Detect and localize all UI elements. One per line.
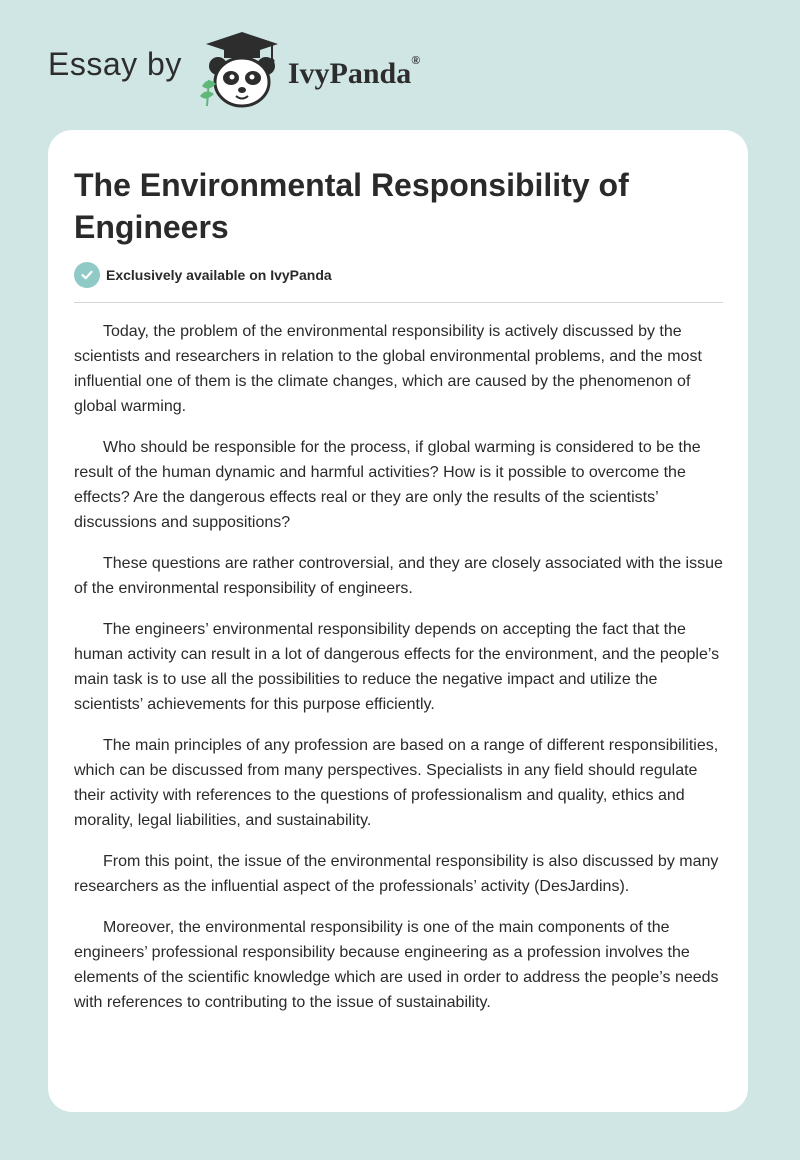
paragraph: The main principles of any profession are based on a range of different responsibilities, which can be discussed from many perspectives. Specialists in any field should regulate their activity with references to the questions of professionalism and quality, ethics and morality, legal liabilities, and sustainability. [74, 737, 719, 829]
essay-body [74, 319, 726, 1031]
ivypanda-brand[interactable] [48, 30, 420, 110]
paragraph: These questions are rather controversial, and they are closely associated with the issue of the environmental responsibility of engineers. [74, 555, 723, 597]
brand-name-text: IvyPanda [287, 57, 412, 90]
page-title: The Environmental Responsibility of Engineers [74, 167, 629, 245]
brand-name [287, 53, 421, 91]
exclusive-label: Exclusively available on IvyPanda [106, 267, 332, 283]
divider [74, 302, 723, 303]
paragraph: Who should be responsible for the process, if global warming is considered to be the result of the human dynamic and harmful activities? How is it possible to overcome the effects? Are the dangerous effects real or they are only the results of the scientists’ discussions and suppositions? [74, 439, 701, 531]
paragraph: From this point, the issue of the environmental responsibility is also discussed by many researchers as the influential aspect of the professionals’ activity (DesJardins). [74, 853, 719, 895]
essay-card [48, 130, 748, 1112]
paragraph: The engineers’ environmental responsibility depends on accepting the fact that the human activity can result in a lot of dangerous effects for the environment, and the people’s main task is to use all the possibilities to reduce the negative impact and utilize the scientists’ achievements for this purpose efficiently. [74, 621, 720, 713]
paragraph: Moreover, the environmental responsibility is one of the main components of the engineers’ professional responsibility because engineering as a profession involves the elements of the scientific knowledge which are used in order to address the people’s needs with references to contributing to the issue of sustainability. [74, 919, 719, 1011]
panda-graduate-icon [196, 30, 286, 110]
registered-mark: ® [411, 53, 421, 67]
check-icon [74, 262, 100, 288]
paragraph: Today, the problem of the environmental responsibility is actively discussed by the scientists and researchers in relation to the global environmental problems, and the most influential one of them is the climate changes, which are caused by the phenomenon of global warming. [74, 323, 702, 415]
essay-by-label: Essay by [48, 45, 182, 82]
exclusive-badge [74, 262, 332, 288]
